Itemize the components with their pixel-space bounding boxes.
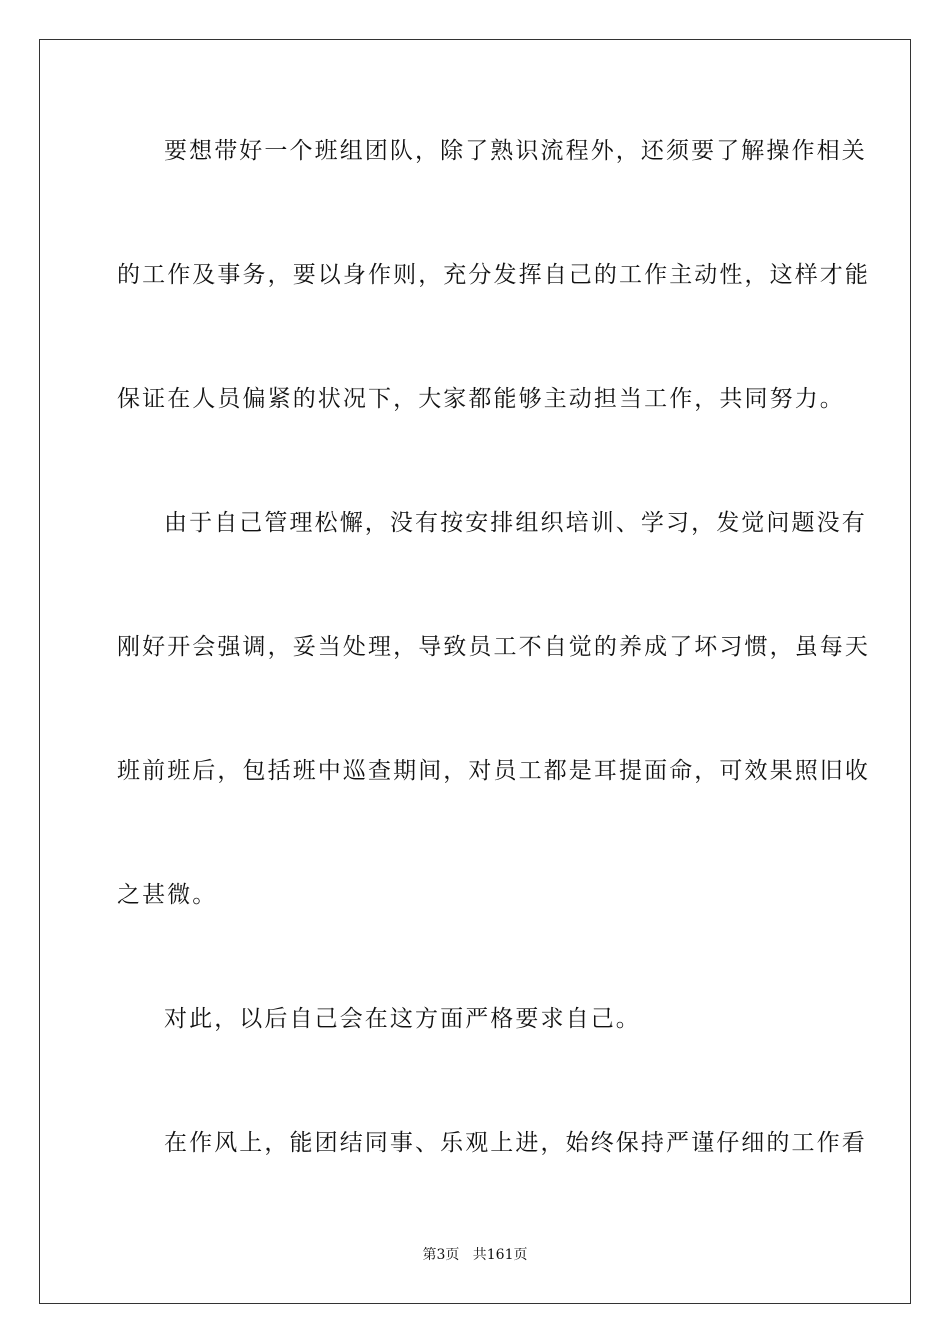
- page-border: [39, 39, 911, 1304]
- paragraph-1-line-2: 的工作及事务，要以身作则，充分发挥自己的工作主动性，这样才能: [117, 262, 870, 288]
- paragraph-2-line-4: 之甚微。: [117, 882, 218, 908]
- total-pages: 共161页: [472, 1247, 528, 1263]
- paragraph-2-line-3: 班前班后，包括班中巡查期间，对员工都是耳提面命，可效果照旧收: [117, 758, 870, 784]
- paragraph-1-line-3: 保证在人员偏紧的状况下，大家都能够主动担当工作，共同努力。: [117, 386, 845, 412]
- page-footer: [0, 1245, 950, 1265]
- paragraph-1-line-1: 要想带好一个班组团队，除了熟识流程外，还须要了解操作相关: [164, 138, 867, 164]
- paragraph-2-line-2: 刚好开会强调，妥当处理，导致员工不自觉的养成了坏习惯，虽每天: [117, 634, 870, 660]
- paragraph-4-line-1: 在作风上，能团结同事、乐观上进，始终保持严谨仔细的工作看: [164, 1130, 867, 1156]
- page-number: 第3页: [422, 1247, 460, 1263]
- paragraph-2-line-1: 由于自己管理松懈，没有按安排组织培训、学习，发觉问题没有: [164, 510, 867, 536]
- paragraph-3-line-1: 对此，以后自己会在这方面严格要求自己。: [164, 1006, 641, 1032]
